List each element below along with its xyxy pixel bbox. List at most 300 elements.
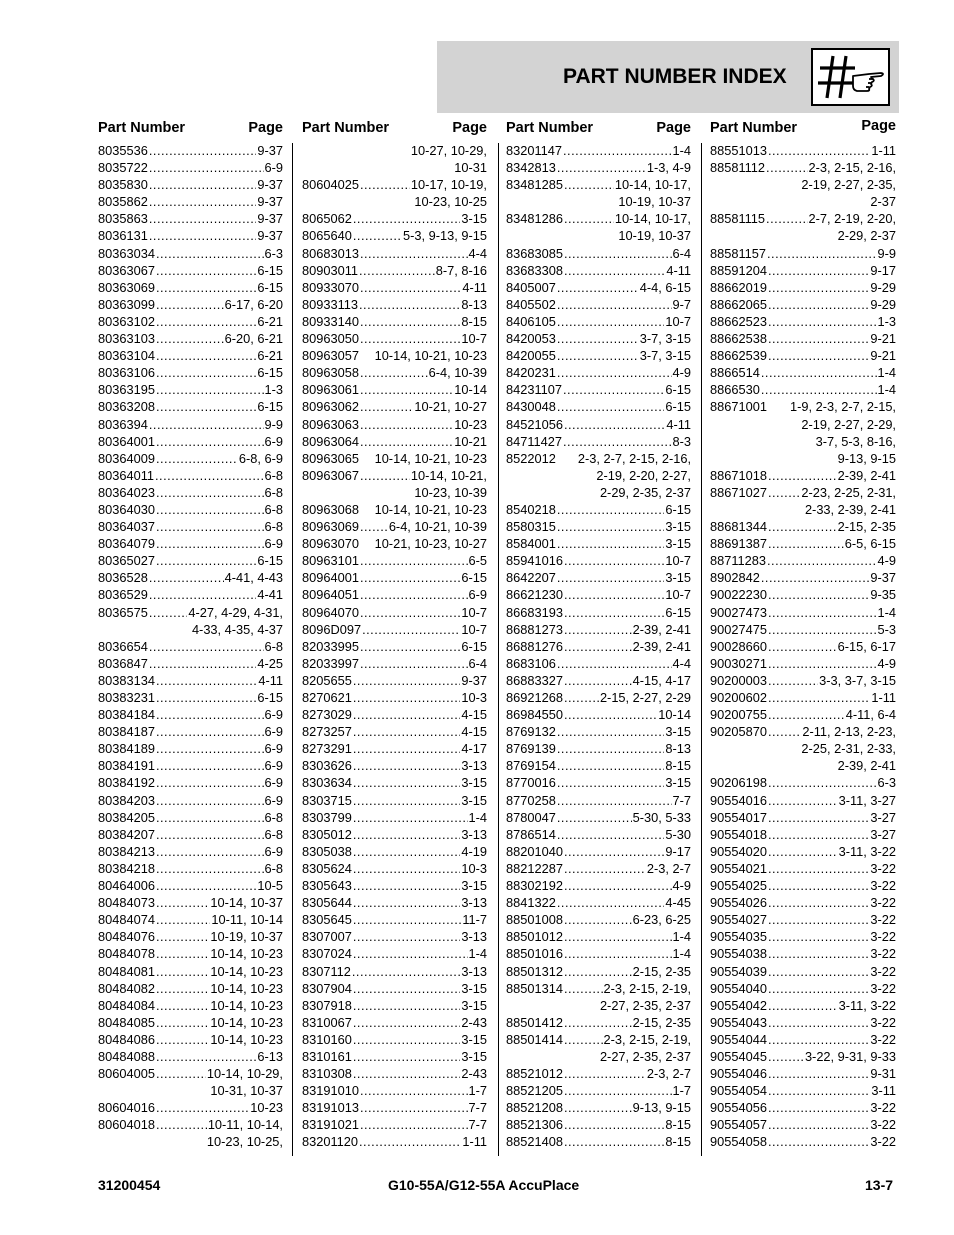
part-number: 88501008 [506,912,563,928]
index-entry [710,484,896,518]
index-entry [302,450,487,467]
page-reference: 10-14, 10-21, 10-23 [374,501,487,517]
leader-dots [156,723,264,740]
page-reference: 2-3, 2-7, 2-15, 2-16, [577,450,691,466]
part-number: 83683085 [506,245,563,261]
page-reference: 10-19, 10-37 [210,929,283,945]
page-reference: 6-15 [257,262,283,278]
index-entry [506,963,691,980]
leader-dots [156,501,264,518]
part-number: 90205870 [710,724,767,740]
leader-dots [557,364,672,381]
leader-dots [149,210,257,227]
leader-dots [353,723,461,740]
leader-dots [564,1133,664,1150]
leader-dots [156,313,256,330]
index-entry [710,569,896,586]
part-number: 90554018 [710,826,767,842]
index-entry [302,518,487,535]
page-reference: 3-15 [665,536,691,552]
leader-dots [149,193,257,210]
index-entry [506,347,691,364]
part-number: 8065062 [302,211,352,227]
part-number: 86683193 [506,604,563,620]
index-entry [302,826,487,843]
index-entry [710,963,896,980]
leader-dots [156,433,264,450]
leader-dots [149,604,188,621]
leader-dots [156,1048,256,1065]
leader-dots [360,313,460,330]
leader-dots [156,535,264,552]
index-entry [302,963,487,980]
footer-model: G10-55A/G12-55A AccuPlace [388,1177,580,1193]
page-reference: 1-4 [672,929,691,945]
index-entry [302,945,487,962]
index-entry [506,757,691,774]
part-number: 80963057 [302,348,359,364]
leader-dots [768,279,869,296]
index-entry [506,364,691,381]
index-entry [710,723,896,774]
part-number: 80604016 [98,1100,155,1116]
part-number: 8420055 [506,348,556,364]
part-number: 8780047 [506,809,556,825]
part-number: 88691387 [710,536,767,552]
leader-dots [156,894,209,911]
page-reference: 8-3 [672,433,691,449]
page-reference: 3-27 [870,826,896,842]
leader-dots [564,604,664,621]
page-reference: 6-23, 6-25 [632,912,691,928]
page-reference: 3-15 [461,980,487,996]
leader-dots [563,142,672,159]
index-entry [302,142,487,176]
part-number: 88671018 [710,467,767,483]
page-reference: 3-13 [461,929,487,945]
page-reference: 10-23 [454,416,487,432]
page-reference-continued: 10-27, 10-29, [410,143,487,158]
leader-dots [149,569,224,586]
part-number: 88521205 [506,1083,563,1099]
page-reference-continued: 10-23, 10-25, [206,1134,283,1150]
page-reference: 9-37 [461,672,487,688]
index-entry [506,518,691,535]
leader-dots [353,1048,461,1065]
page-reference-continued: 2-39, 2-41 [837,758,896,774]
page-reference: 3-22 [870,895,896,911]
page-heading: Page [452,120,487,136]
page-reference: 5-30, 5-33 [632,809,691,825]
part-number: 88681344 [710,519,767,535]
leader-dots [353,672,461,689]
page-reference: 4-15 [461,724,487,740]
index-entry [98,757,283,774]
index-column-4 [710,118,896,1151]
leader-dots [156,757,264,774]
leader-dots [768,928,869,945]
index-entry [506,945,691,962]
page-reference: 6-8 [264,467,283,483]
leader-dots [768,313,877,330]
index-entry [98,740,283,757]
part-number: 90554054 [710,1083,767,1099]
page-reference: 3-11, 3-27 [838,792,896,808]
page-reference: 6-9 [264,707,283,723]
part-number: 8769132 [506,724,556,740]
page-reference: 1-4 [877,382,896,398]
page-reference: 6-9 [264,160,283,176]
index-entry [98,877,283,894]
page-reference: 1-3 [264,382,283,398]
leader-dots [768,945,869,962]
index-entry [302,689,487,706]
leader-dots [564,245,672,262]
leader-dots [360,586,468,603]
part-number: 8307112 [302,963,351,979]
leader-dots [353,945,468,962]
index-entry [710,638,896,655]
leader-dots [768,894,869,911]
part-number: 80363106 [98,365,155,381]
index-entry [302,569,487,586]
index-entry [506,535,691,552]
part-number: 8420053 [506,331,556,347]
leader-dots [768,1014,869,1031]
page-reference: 2-3, 2-7 [646,860,691,876]
part-number: 80963069 [302,519,359,535]
leader-dots [768,535,844,552]
page-reference: 10-14, 10-23 [210,980,283,996]
leader-dots [768,347,869,364]
page-reference: 6-21 [257,348,283,364]
index-entry [98,843,283,860]
page-reference-continued: 2-29, 2-37 [837,228,896,244]
part-number: 90554057 [710,1117,767,1133]
leader-dots [156,928,209,945]
page-reference: 2-39, 2-41 [632,638,691,654]
leader-dots [353,1065,461,1082]
leader-dots [156,364,256,381]
index-entry [302,740,487,757]
page-reference: 3-22 [870,1100,896,1116]
part-number: 80963067 [302,467,359,483]
page-reference: 3-11 [871,1083,896,1099]
index-entry [506,809,691,826]
leader-dots [768,963,869,980]
index-entry [710,279,896,296]
page-reference: 6-13 [257,1048,283,1064]
index-entry [302,416,487,433]
page-reference-continued: 10-19, 10-37 [618,194,691,210]
leader-dots [149,586,257,603]
part-number: 8065640 [302,228,352,244]
leader-dots [149,159,264,176]
leader-dots [768,689,870,706]
index-entry [506,621,691,638]
leader-dots [564,980,603,997]
page-reference: 1-4 [877,365,896,381]
index-entry [710,262,896,279]
leader-dots [353,809,468,826]
leader-dots [768,997,838,1014]
leader-dots [564,586,664,603]
leader-dots [768,604,877,621]
part-number: 8584001 [506,536,556,552]
part-number: 88662065 [710,296,767,312]
part-number: 80484085 [98,1014,155,1030]
part-number: 90206198 [710,775,767,791]
page-reference: 6-15 [257,279,283,295]
page-reference: 10-7 [665,587,691,603]
part-number: 80933140 [302,313,359,329]
part-number: 8305645 [302,912,352,928]
part-number: 80484084 [98,997,155,1013]
page-reference-continued: 2-25, 2-31, 2-33, [801,741,896,757]
index-entry [98,501,283,518]
page-reference: 4-4 [672,655,691,671]
page-reference: 6-5, 6-15 [844,536,896,552]
page-reference: 6-15 [257,553,283,569]
page-reference: 10-7 [461,604,487,620]
leader-dots [156,809,264,826]
index-entry [302,381,487,398]
page-reference: 2-39, 2-41 [837,467,896,483]
index-entry [98,774,283,791]
page-reference: 9-7 [672,296,691,312]
part-number: 88662539 [710,348,767,364]
index-column-1 [98,118,283,1151]
part-number: 80963064 [302,433,359,449]
part-number: 80364030 [98,501,155,517]
index-entry [710,774,896,791]
leader-dots [768,1133,869,1150]
index-entry [98,1048,283,1065]
page-heading: Page [248,120,283,136]
page-reference: 6-15 [257,690,283,705]
index-entry [506,843,691,860]
leader-dots [557,347,639,364]
index-entry [98,706,283,723]
page-reference: 6-8 [264,860,283,876]
leader-dots [360,176,410,193]
page-reference: 6-8 [264,638,283,654]
part-number: 80384191 [98,758,155,774]
part-number: 88581115 [710,211,766,227]
part-number: 8273291 [302,741,352,757]
leader-dots [156,997,209,1014]
index-entry [506,381,691,398]
leader-dots [564,638,632,655]
part-number: 83191010 [302,1083,359,1099]
part-number: 80484088 [98,1048,155,1064]
part-number: 80903011 [302,262,358,278]
page-reference: 3-27 [870,809,896,825]
part-number: 80363034 [98,245,155,261]
page-reference: 10-21, 10-27 [414,399,487,415]
leader-dots [564,1116,664,1133]
page-reference: 9-37 [257,228,283,244]
page-reference: 4-4, 6-15 [639,279,691,295]
part-number: 86621230 [506,587,563,603]
leader-dots [360,1116,468,1133]
page-reference: 9-35 [870,587,896,603]
page-reference: 4-41, 4-43 [224,570,283,586]
index-column-3 [506,118,691,1151]
part-number: 83191013 [302,1100,359,1116]
index-entry [302,535,487,552]
leader-dots [155,467,264,484]
part-number: 80484078 [98,946,155,962]
index-entry [710,1065,896,1082]
index-column-2 [302,118,487,1151]
index-entry [98,672,283,689]
part-number: 88201040 [506,843,563,859]
page-reference: 10-14 [454,382,487,398]
page-reference: 3-7, 3-15 [639,348,691,364]
leader-dots [149,227,257,244]
index-entry [98,535,283,552]
leader-dots [360,1082,468,1099]
part-number: 8866514 [710,365,760,381]
page-reference: 6-15 [257,365,283,381]
page-reference-continued: 3-7, 5-3, 8-16, [815,433,896,449]
leader-dots [156,552,256,569]
leader-dots [353,689,461,706]
leader-dots [557,535,665,552]
part-number: 88581112 [710,160,766,176]
page-reference: 3-22 [870,929,896,945]
part-number: 80363099 [98,296,155,312]
page-reference: 6-4 [468,655,487,671]
leader-dots [353,911,462,928]
part-number: 90200602 [710,690,767,705]
index-entry [98,945,283,962]
index-entry [98,245,283,262]
leader-dots [353,740,461,757]
leader-dots [360,552,468,569]
page-reference: 10-14, 10-23 [210,997,283,1013]
part-number: 8305012 [302,826,352,842]
part-number: 80384189 [98,741,155,757]
index-entry [302,1031,487,1048]
page-reference: 4-9 [877,655,896,671]
page-reference: 6-8 [264,519,283,535]
leader-dots [156,740,264,757]
index-entry [506,894,691,911]
page-reference: 8-13 [665,741,691,757]
page-reference: 9-37 [257,143,283,158]
index-entry [710,672,896,689]
leader-dots [156,911,210,928]
page-reference: 4-19 [461,843,487,859]
page-reference: 6-4 [672,245,691,261]
page-reference: 1-4 [672,143,691,158]
index-entry [98,416,283,433]
index-entry [506,501,691,518]
page-reference: 1-11 [871,690,896,705]
page-reference: 8-15 [665,1117,691,1133]
part-number: 8036131 [98,228,148,244]
page-reference: 6-15 [257,399,283,415]
leader-dots [768,1082,870,1099]
page-reference: 10-14, 10-17, [614,211,691,227]
leader-dots [353,997,461,1014]
index-entry [302,296,487,313]
index-entry [710,894,896,911]
index-entry [506,1014,691,1031]
leader-dots [353,227,402,244]
page-reference: 10-17, 10-19, [410,177,487,193]
index-entry [710,843,896,860]
index-entry [710,518,896,535]
page-reference-continued: 2-37 [870,194,896,210]
index-entry [98,569,283,586]
page-reference: 6-15 [461,570,487,586]
part-number: 90200003 [710,672,767,688]
page-reference: 5-30 [665,826,691,842]
index-entry [98,159,283,176]
page-reference: 2-7, 2-19, 2-20, [808,211,896,227]
page-reference: 2-15, 2-35 [837,519,896,535]
part-number: 8420231 [506,365,556,381]
part-number: 80963050 [302,331,359,347]
index-entry [506,210,691,244]
leader-dots [156,945,209,962]
part-number: 90554046 [710,1066,767,1082]
leader-dots [156,1065,206,1082]
part-number: 80963063 [302,416,359,432]
part-number: 8305624 [302,860,352,876]
part-number: 8642207 [506,570,556,586]
leader-dots [768,1031,869,1048]
leader-dots [353,706,461,723]
part-number: 90554043 [710,1014,767,1030]
leader-dots [156,1031,209,1048]
page-reference: 10-14, 10-23 [210,1014,283,1030]
leader-dots [564,877,672,894]
part-number: 83191021 [302,1117,359,1133]
part-number: 90030271 [710,655,767,671]
index-entry [302,279,487,296]
index-entry [98,723,283,740]
leader-dots [156,381,264,398]
part-number: 88501016 [506,946,563,962]
leader-dots [564,176,614,193]
index-entry [302,843,487,860]
part-number: 80384192 [98,775,155,791]
part-number: 90554042 [710,997,767,1013]
part-number: 8270621 [302,690,352,705]
part-number: 8205655 [302,672,352,688]
page-reference: 3-13 [461,895,487,911]
index-entry [98,313,283,330]
index-entry [506,980,691,1014]
page-reference: 10-7 [461,621,487,637]
leader-dots [761,381,877,398]
index-entry [98,193,283,210]
index-entry [710,1133,896,1150]
index-entry [302,792,487,809]
index-entry [710,245,896,262]
leader-dots [768,877,869,894]
index-entry [302,1099,487,1116]
part-number: 88711283 [710,553,766,569]
index-entry [506,826,691,843]
part-number: 88662019 [710,279,767,295]
index-entry [506,279,691,296]
leader-dots [768,1065,869,1082]
